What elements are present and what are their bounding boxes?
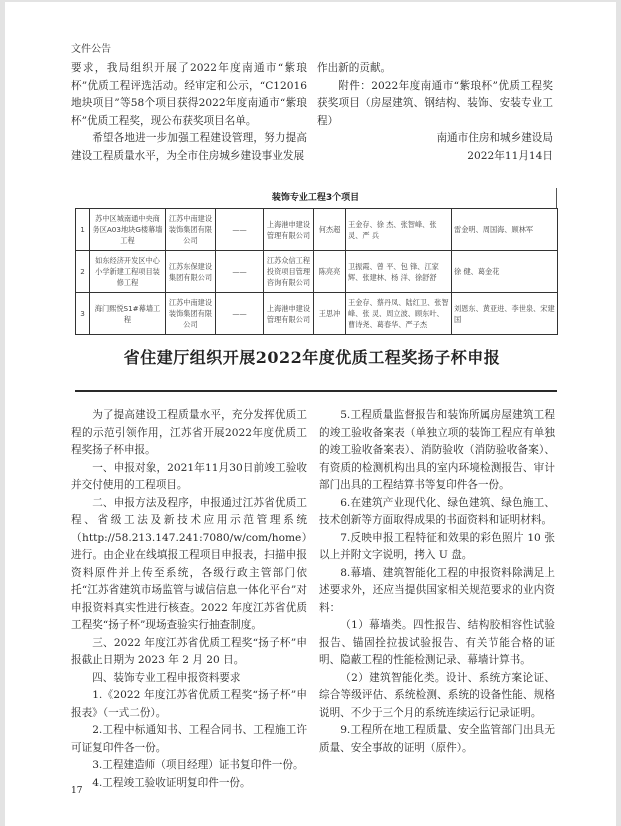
table-row (76, 293, 558, 335)
paragraph: 7.反映申报工程特征和效果的彩色照片 10 张以上并附文字说明，拷入 U 盘。 (319, 531, 555, 561)
cell-no: 1 (76, 209, 90, 251)
cell-team: 卫振霞、曾 平、包 锋、江家辉、张建林、杨 洋、徐舒舒 (346, 251, 452, 293)
paragraph: 二、申报方法及程序，申报通过江苏省优质工程、省级工法及新技术应用示范管理系统（http://58.213.147.241:7080/w/com/home）进行。由企业在线填报工程项目申报表，扫描申报资料原件并上传至系统，各级行政主管部门依托“江苏省建筑市场监管与诚信信息一体化平台”对申报资料真实性进行核查。2022 年度江苏省优质工程奖“扬子杯”现场查验实行抽查制度。 (71, 496, 307, 631)
cell-manager: 何杰超 (314, 209, 346, 251)
cell-contractor: 江苏东保建设集团有限公司 (166, 251, 216, 293)
cell-supervisor: 江苏众信工程投资项目管理咨询有限公司 (264, 251, 314, 293)
paragraph: 三、2022 年度江苏省优质工程奖“扬子杯”申报截止日期为 2023 年 2 月 20 日。 (71, 636, 307, 666)
cell-others: 刘恩东、黄亚进、李世泉、宋建国 (452, 293, 558, 335)
paragraph: 一、申报对象，2021年11月30日前竣工验收并交付使用的工程项目。 (71, 461, 307, 491)
attachment-paragraph: 附件：2022年度南通市“紫琅杯”优质工程奖获奖项目（房屋建筑、钢结构、装饰、安装专业工程） (317, 79, 553, 127)
cell-participant: —— (216, 209, 264, 251)
paragraph: 2.工程中标通知书、工程合同书、工程施工许可证复印件各一份。 (71, 724, 307, 754)
paragraph: 4.工程竣工验收证明复印件一份。 (92, 776, 251, 789)
paragraph: 5.工程质量监督报告和装饰所属房屋建筑工程的竣工验收备案表（单独立项的装饰工程应有单独的竣工验收备案表）、消防验收（消防验收备案）、有资质的检测机构出具的室内环境检测报告、审计部门出具的工程结算书等复印件各一份。 (319, 409, 555, 491)
document-page (5, 2, 616, 826)
cell-supervisor: 上海港申建设管理有限公司 (264, 293, 314, 335)
table-title: 装饰专业工程3个项目 (75, 188, 557, 208)
cell-project: 苏中区城南通中央商务区A03地块G楼幕墙工程 (90, 209, 166, 251)
paragraph: 8.幕墙、建筑智能化工程的申报资料除满足上述要求外，还应当提供国家相关规范要求的业内资料： (319, 566, 555, 614)
article-title: 省住建厅组织开展2022年度优质工程奖扬子杯申报 (123, 348, 501, 367)
paragraph: 希望各地进一步加强工程建设管理，努力提高建设工程质量水平，为全市住房城乡建设事业发展 (71, 132, 307, 162)
paragraph: 6.在建筑产业现代化、绿色建筑、绿色施工、技术创新等方面取得成果的书面资料和证明材料。 (319, 496, 555, 526)
cell-project: 海门熙悦S1#幕墙工程 (90, 293, 166, 335)
cell-project: 如东经济开发区中心小学新建工程项目装修工程 (90, 251, 166, 293)
cell-no: 2 (76, 251, 90, 293)
cell-supervisor: 上海港申建设管理有限公司 (264, 209, 314, 251)
cell-manager: 陈亮亮 (314, 251, 346, 293)
cell-no: 3 (76, 293, 90, 335)
top-left-column (71, 60, 307, 165)
cell-manager: 王思冲 (314, 293, 346, 335)
section-label: 文件公告 (71, 44, 111, 55)
paragraph: 要求，我局组织开展了2022年度南通市“紫琅杯”优质工程评选活动。经审定和公示，“C12016地块项目”等58个项目获得2022年度南通市“紫琅杯”优质工程奖，现公布获奖项目名单。 (71, 62, 307, 127)
table-row (76, 209, 558, 251)
cell-team: 王金存、徐 杰、张智峰、张 灵、严 兵 (346, 209, 452, 251)
paragraph: 3.工程建造师（项目经理）证书复印件一份。 (92, 759, 304, 771)
article-left-column (71, 407, 307, 792)
cell-participant: —— (216, 251, 264, 293)
paragraph: 9.工程所在地工程质量、安全监管部门出具无质量、安全事故的证明（原件）。 (319, 724, 555, 754)
paragraph: 1.《2022 年度江苏省优质工程奖“扬子杯”申报表》（一式二份）。 (71, 689, 307, 719)
top-right-column (317, 60, 553, 165)
cell-team: 王金存、蔡丹凤、陆红卫、张智峰、张 灵、周立波、顾东叶、曹诗尧、葛春华、严子杰 (346, 293, 452, 335)
cell-contractor: 江苏中南建设装饰集团有限公司 (166, 293, 216, 335)
page-number: 17 (71, 786, 83, 796)
paragraph: 四、装饰专业工程申报资料要求 (92, 671, 241, 684)
awards-table (75, 208, 558, 335)
cell-contractor: 江苏中南建设装饰集团有限公司 (166, 209, 216, 251)
paragraph: 作出新的贡献。 (317, 62, 392, 74)
paragraph: 为了提高建设工程质量水平，充分发挥优质工程的示范引领作用，江苏省开展2022年度优质工程奖扬子杯申报。 (71, 409, 307, 456)
article-right-column (319, 407, 555, 757)
signature-org: 南通市住房和城乡建设局 (436, 132, 553, 144)
table-row (76, 251, 558, 293)
cell-others: 雷金明、周国海、顾林军 (452, 209, 558, 251)
awards-table-section (75, 188, 557, 335)
cell-participant: —— (216, 293, 264, 335)
title-divider (75, 390, 557, 392)
signature-date: 2022年11月14日 (467, 149, 553, 162)
cell-others: 徐 健、葛金花 (452, 251, 558, 293)
paragraph: （1）幕墙类。四性报告、结构胶相容性试验报告、锚固拴拉拔试验报告、有关节能合格的证明、隐蔽工程的性能检测记录、幕墙计算书。 (319, 619, 555, 666)
paragraph: （2）建筑智能化类。设计、系统方案论证、综合等级评估、系统检测、系统的设备性能、规格说明、不少于三个月的系统连续运行记录证明。 (319, 671, 555, 719)
